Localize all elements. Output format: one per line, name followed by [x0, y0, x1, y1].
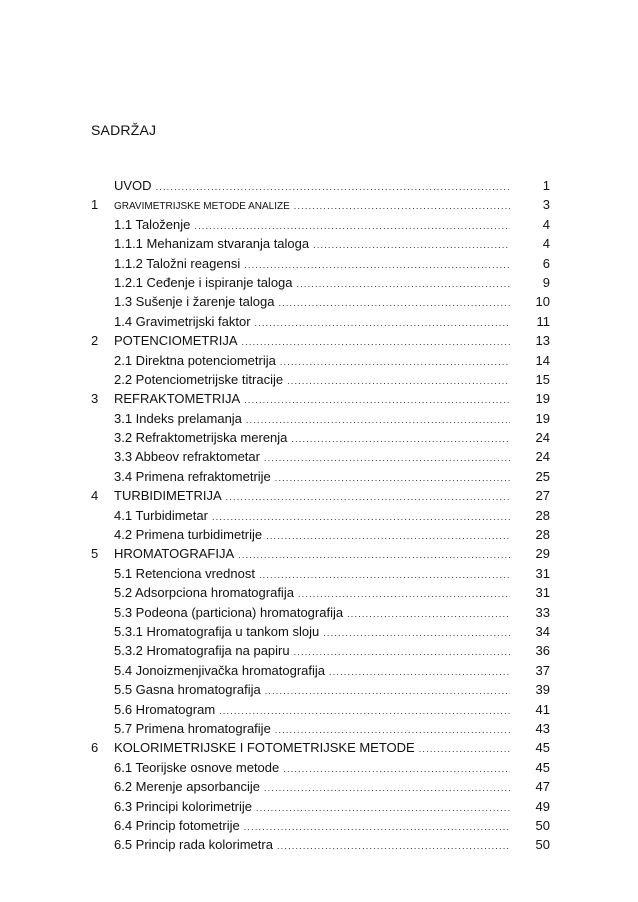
toc-dot-leader [347, 609, 510, 619]
toc-page-number: 11 [536, 313, 550, 329]
toc-entry[interactable] [91, 430, 550, 449]
toc-dot-leader [297, 279, 510, 289]
toc-entry[interactable] [91, 546, 550, 565]
toc-page-number: 15 [535, 371, 550, 387]
toc-entry-title: POTENCIOMETRIJA [114, 333, 238, 349]
toc-entry[interactable] [91, 760, 550, 779]
toc-page-number: 19 [535, 391, 550, 407]
toc-page-number: 1 [542, 178, 550, 193]
toc-entry[interactable] [91, 217, 550, 236]
toc-chapter-number: 5 [91, 546, 99, 562]
toc-entry-title: 6.4 Princip fotometrije [114, 817, 240, 833]
toc-dot-leader [264, 783, 510, 793]
toc-page-number: 47 [535, 779, 550, 795]
toc-entry[interactable] [91, 314, 550, 333]
toc-entry-title: 4.1 Turbidimetar [114, 507, 208, 523]
toc-page-number: 37 [535, 662, 550, 678]
toc-entry[interactable] [91, 488, 550, 507]
toc-entry-title: 6.5 Princip rada kolorimetra [114, 837, 273, 853]
toc-dot-leader [291, 434, 510, 444]
toc-entry-title: 6.1 Teorijske osnove metode [114, 759, 280, 775]
toc-entry[interactable] [91, 837, 550, 856]
toc-dot-leader [194, 221, 510, 231]
toc-entry-title: 2.1 Direktna potenciometrija [114, 352, 276, 368]
toc-entry-title: 3.4 Primena refraktometrije [114, 468, 271, 484]
toc-dot-leader [244, 395, 510, 405]
toc-entry-title: 6.3 Principi kolorimetrije [114, 798, 252, 814]
toc-entry[interactable] [91, 236, 550, 255]
toc-dot-leader [329, 667, 510, 677]
toc-chapter-number: 1 [91, 197, 99, 213]
toc-page-number: 25 [535, 468, 550, 484]
toc-dot-leader [275, 473, 510, 483]
toc-entry[interactable] [91, 508, 550, 527]
toc-page-number: 34 [535, 623, 550, 639]
toc-entry[interactable] [91, 391, 550, 410]
toc-entry-title: 1.1.2 Taložni reagensi [114, 255, 241, 271]
toc-page-number: 10 [535, 294, 550, 310]
toc-entry-title: 1.4 Gravimetrijski faktor [114, 313, 251, 329]
toc-entry[interactable] [91, 372, 550, 391]
toc-entry[interactable] [91, 682, 550, 701]
toc-entry-title: REFRAKTOMETRIJA [114, 391, 241, 407]
toc-page-number: 4 [542, 236, 550, 252]
toc-dot-leader [294, 201, 510, 211]
toc-dot-leader [238, 550, 510, 560]
toc-page-number: 3 [542, 197, 550, 213]
toc-page-number: 36 [535, 643, 550, 659]
toc-entry-title: 4.2 Primena turbidimetrije [114, 527, 263, 543]
toc-entry[interactable] [91, 178, 550, 197]
page-title: SADRŽAJ [91, 122, 157, 138]
toc-page-number: 9 [542, 274, 550, 290]
toc-entry[interactable] [91, 197, 550, 216]
toc-dot-leader [323, 628, 510, 638]
toc-page-number: 6 [542, 255, 550, 271]
toc-entry[interactable] [91, 779, 550, 798]
toc-page-number: 28 [535, 507, 550, 523]
toc-entry[interactable] [91, 411, 550, 430]
toc-entry[interactable] [91, 256, 550, 275]
toc-page-number: 14 [535, 352, 550, 368]
toc-chapter-number: 6 [91, 740, 99, 756]
toc-dot-leader [265, 686, 510, 696]
toc-page-number: 31 [535, 565, 550, 581]
toc-entry-title: 5.7 Primena hromatografije [114, 720, 271, 736]
toc-page-number: 43 [535, 720, 550, 736]
toc-page-number: 50 [535, 837, 550, 853]
toc-entry[interactable] [91, 818, 550, 837]
toc-dot-leader [256, 803, 510, 813]
toc-dot-leader [313, 240, 510, 250]
toc-entry-title: UVOD [114, 178, 152, 193]
toc-page-number: 50 [535, 817, 550, 833]
toc-entry[interactable] [91, 624, 550, 643]
toc-dot-leader [259, 570, 510, 580]
toc-dot-leader [255, 318, 510, 328]
toc-page-number: 24 [535, 430, 550, 446]
toc-dot-leader [280, 357, 510, 367]
toc-entry-title: 5.3.1 Hromatografija u tankom sloju [114, 623, 320, 639]
toc-dot-leader [219, 706, 510, 716]
toc-page-number: 13 [535, 333, 550, 349]
toc-dot-leader [278, 298, 510, 308]
toc-dot-leader [244, 822, 510, 832]
toc-page-number: 27 [535, 488, 550, 504]
toc-entry[interactable] [91, 799, 550, 818]
toc-entry-title: 5.1 Retenciona vrednost [114, 565, 255, 581]
toc-page-number: 31 [535, 585, 550, 601]
toc-entry-title: 5.5 Gasna hromatografija [114, 682, 261, 698]
toc-page-number: 19 [535, 410, 550, 426]
toc-entry-title: 6.2 Merenje apsorbancije [114, 779, 260, 795]
toc-dot-leader [226, 492, 510, 502]
toc-dot-leader [287, 376, 510, 386]
toc-dot-leader [294, 647, 510, 657]
toc-entry[interactable] [91, 643, 550, 662]
toc-entry[interactable] [91, 449, 550, 468]
toc-dot-leader [156, 182, 510, 192]
toc-entry[interactable] [91, 702, 550, 721]
toc-entry-title: TURBIDIMETRIJA [114, 488, 222, 504]
toc-dot-leader [246, 415, 510, 425]
toc-page-number: 4 [542, 216, 550, 232]
toc-page-number: 28 [535, 527, 550, 543]
toc-entry-title: 5.6 Hromatogram [114, 701, 216, 717]
toc-entry-title: 3.3 Abbeov refraktometar [114, 449, 260, 465]
toc-entry-title: 5.3 Podeona (particiona) hromatografija [114, 604, 344, 620]
toc-dot-leader [298, 589, 510, 599]
toc-entry-title: 1.3 Sušenje i žarenje taloga [114, 294, 275, 310]
toc-page-number: 45 [535, 740, 550, 756]
toc-entry-title: 3.2 Refraktometrijska merenja [114, 430, 288, 446]
toc-entry[interactable] [91, 566, 550, 585]
toc-chapter-number: 4 [91, 488, 99, 504]
toc-entry-title: 1.2.1 Ceđenje i ispiranje taloga [114, 274, 293, 290]
toc-page-number: 39 [535, 682, 550, 698]
toc-dot-leader [419, 744, 510, 754]
toc-entry[interactable] [91, 333, 550, 352]
toc-page-number: 24 [535, 449, 550, 465]
toc-dot-leader [283, 764, 510, 774]
toc-dot-leader [244, 260, 510, 270]
toc-page-number: 33 [535, 604, 550, 620]
toc-dot-leader [264, 453, 510, 463]
toc-dot-leader [275, 725, 510, 735]
toc-entry[interactable] [91, 527, 550, 546]
toc-dot-leader [277, 841, 510, 851]
toc-entry[interactable] [91, 353, 550, 372]
toc-dot-leader [212, 512, 510, 522]
toc-dot-leader [242, 337, 510, 347]
toc-entry-title: 5.2 Adsorpciona hromatografija [114, 585, 294, 601]
toc-entry-title: 5.4 Jonoizmenjivačka hromatografija [114, 662, 325, 678]
toc-chapter-number: 3 [91, 391, 99, 407]
toc-entry[interactable] [91, 740, 550, 759]
toc-entry-title: 3.1 Indeks prelamanja [114, 410, 242, 426]
table-of-contents [91, 178, 550, 857]
toc-entry-title: 2.2 Potenciometrijske titracije [114, 371, 284, 387]
toc-entry-title: 1.1.1 Mehanizam stvaranja taloga [114, 236, 310, 252]
toc-entry-title: KOLORIMETRIJSKE I FOTOMETRIJSKE METODE [114, 740, 415, 756]
toc-page-number: 41 [535, 701, 550, 717]
toc-page-number: 45 [535, 759, 550, 775]
toc-page-number: 29 [535, 546, 550, 562]
toc-entry-title: GRAVIMETRIJSKE METODE ANALIZE [114, 201, 290, 213]
toc-entry[interactable] [91, 721, 550, 740]
toc-entry[interactable] [91, 469, 550, 488]
toc-entry-title: 1.1 Taloženje [114, 216, 191, 232]
toc-entry-title: HROMATOGRAFIJA [114, 546, 235, 562]
toc-entry[interactable] [91, 294, 550, 313]
toc-entry[interactable] [91, 275, 550, 294]
toc-entry[interactable] [91, 663, 550, 682]
toc-chapter-number: 2 [91, 333, 99, 349]
toc-dot-leader [266, 531, 510, 541]
toc-entry-title: 5.3.2 Hromatografija na papiru [114, 643, 290, 659]
toc-entry[interactable] [91, 605, 550, 624]
toc-entry[interactable] [91, 585, 550, 604]
toc-page-number: 49 [535, 798, 550, 814]
